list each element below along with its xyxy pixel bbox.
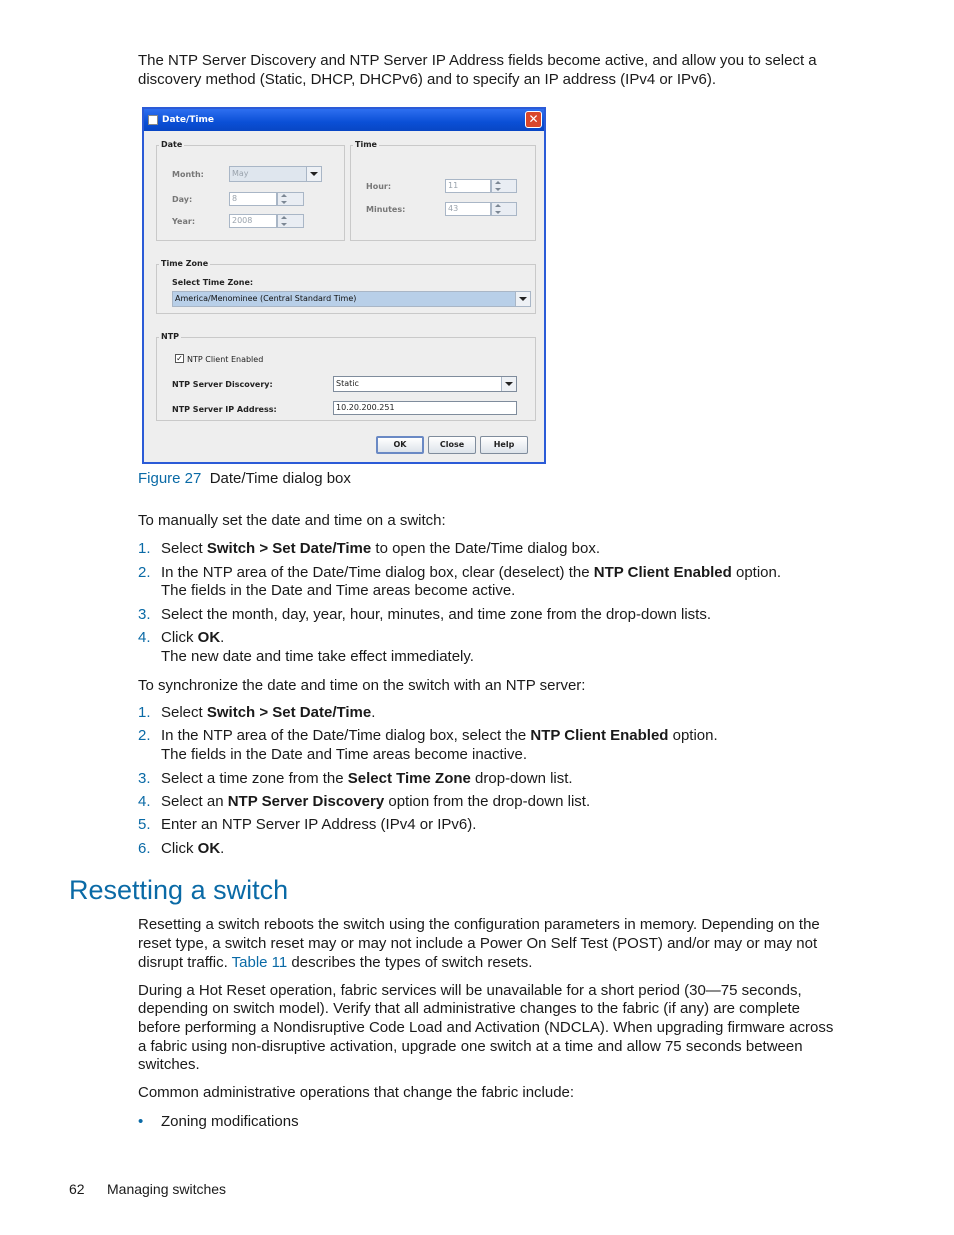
step-text: drop-down list. (470, 770, 573, 787)
step-bold: Switch > Set Date/Time (206, 704, 372, 721)
minutes-field[interactable]: 43 (445, 202, 491, 216)
step-bold: NTP Client Enabled (530, 727, 669, 744)
step-text: . (220, 840, 225, 857)
table-11-link[interactable]: Table 11 (231, 954, 288, 971)
ntp-legend: NTP (161, 332, 180, 341)
step-text: to open the Date/Time dialog box. (371, 540, 600, 557)
step-number: 6. (138, 840, 151, 857)
year-stepper-icon[interactable] (277, 214, 304, 228)
step-bold: OK (197, 840, 221, 857)
step-number: 1. (138, 540, 151, 557)
step-bold: Select Time Zone (347, 770, 471, 787)
chevron-down-icon (515, 292, 530, 306)
month-value: May (232, 169, 249, 178)
bullet-item: Zoning modifications (161, 1113, 299, 1130)
window-icon (148, 115, 158, 125)
year-label: Year: (172, 217, 196, 226)
step-text: Select a time zone from the (161, 770, 348, 787)
time-group (350, 145, 536, 241)
step-number: 2. (138, 564, 151, 581)
close-icon[interactable]: ✕ (525, 111, 542, 128)
figure-caption-text: Date/Time dialog box (209, 470, 351, 487)
step-text: In the NTP area of the Date/Time dialog box, clear (deselect) the (161, 564, 594, 581)
dialog-title: Date/Time (162, 115, 214, 125)
step-text: option from the drop-down list. (384, 793, 591, 810)
ntp-server-discovery-value: Static (336, 379, 359, 388)
step-bold: OK (197, 629, 221, 646)
para2-line-5: switches. (138, 1056, 200, 1073)
intro-line-1: The NTP Server Discovery and NTP Server IP Address fields become active, and allow you to select a (138, 52, 817, 69)
para1-line-2: reset type, a switch reset may or may not include a Power On Self Test (POST) and/or may or may not (138, 935, 818, 952)
step-number: 1. (138, 704, 151, 721)
ntp-server-discovery-label: NTP Server Discovery: (172, 380, 273, 389)
figure-caption (138, 469, 351, 488)
hour-label: Hour: (366, 182, 392, 191)
page-number: 62 (69, 1181, 85, 1197)
minutes-stepper-icon[interactable] (491, 202, 517, 216)
step-text: . (371, 704, 376, 721)
step-text: Click (161, 629, 198, 646)
para-text: disrupt traffic. (138, 954, 232, 971)
year-field[interactable]: 2008 (229, 214, 277, 228)
step-number: 3. (138, 770, 151, 787)
ntp-server-ip-label: NTP Server IP Address: (172, 405, 277, 414)
figure-label: Figure 27 (138, 470, 202, 487)
step-text: Click (161, 840, 198, 857)
step-text: In the NTP area of the Date/Time dialog box, select the (161, 727, 531, 744)
month-label: Month: (172, 170, 204, 179)
step-text: Select (161, 704, 207, 721)
timezone-legend: Time Zone (161, 259, 209, 268)
manual-lead: To manually set the date and time on a switch: (138, 512, 446, 529)
step-number: 2. (138, 727, 151, 744)
para2-line-2: depending on switch model). Verify that all administrative changes to the fabric (if any) are complete (138, 1000, 801, 1017)
intro-line-2: discovery method (Static, DHCP, DHCPv6) and to specify an IP address (IPv4 or IPv6). (138, 71, 717, 88)
para2-line-4: a fabric using non-disruptive activation, upgrade one switch at a time and allow 75 seconds between (138, 1038, 803, 1055)
para1-line-3 (138, 953, 532, 972)
date-legend: Date (161, 140, 183, 149)
ntp-sync-lead: To synchronize the date and time on the switch with an NTP server: (138, 677, 586, 694)
para2-line-3: before performing a Nondisruptive Code Load and Activation (NDCLA). When upgrading firmware across (138, 1019, 834, 1036)
step-number: 5. (138, 816, 151, 833)
step-number: 4. (138, 629, 151, 646)
para3: Common administrative operations that change the fabric include: (138, 1084, 575, 1101)
step-subtext: The new date and time take effect immediately. (161, 648, 474, 665)
chapter-title: Managing switches (107, 1181, 227, 1197)
para1-line-1: Resetting a switch reboots the switch using the configuration parameters in memory. Depending on the (138, 916, 820, 933)
step-number: 3. (138, 606, 151, 623)
step-bold: Switch > Set Date/Time (206, 540, 372, 557)
time-zone-select[interactable] (172, 291, 531, 307)
step-text: Select (161, 540, 207, 557)
ntp-client-enabled-checkbox[interactable]: ✓ (176, 354, 183, 363)
select-time-zone-label: Select Time Zone: (172, 278, 254, 287)
step-text: . (220, 629, 225, 646)
step-text: Select an (161, 793, 228, 810)
time-legend: Time (355, 140, 377, 149)
close-button[interactable]: Close (428, 436, 476, 454)
ntp-server-ip-field[interactable]: 10.20.200.251 (333, 401, 517, 415)
step-text: option. (668, 727, 718, 744)
hour-stepper-icon[interactable] (491, 179, 517, 193)
day-stepper-icon[interactable] (277, 192, 304, 206)
step-bold: NTP Server Discovery (227, 793, 385, 810)
step-subtext: The fields in the Date and Time areas become inactive. (161, 746, 528, 763)
hour-field[interactable]: 11 (445, 179, 491, 193)
time-zone-value: America/Menominee (Central Standard Time) (175, 294, 357, 303)
section-heading: Resetting a switch (69, 875, 289, 905)
step-text: Enter an NTP Server IP Address (IPv4 or IPv6). (161, 816, 477, 833)
month-select[interactable] (229, 166, 322, 182)
para-text: describes the types of switch resets. (287, 954, 533, 971)
ntp-client-enabled-label: NTP Client Enabled (187, 355, 264, 364)
para2-line-1: During a Hot Reset operation, fabric services will be unavailable for a short period (30—75 seconds, (138, 982, 802, 999)
chevron-down-icon (306, 167, 321, 181)
step-bold: NTP Client Enabled (593, 564, 732, 581)
day-label: Day: (172, 195, 193, 204)
dialog-title-bar[interactable] (144, 109, 544, 131)
ntp-server-discovery-select[interactable] (333, 376, 517, 392)
bullet-icon: • (138, 1113, 144, 1130)
ok-button[interactable]: OK (376, 436, 424, 454)
minutes-label: Minutes: (366, 205, 406, 214)
date-time-dialog (142, 107, 546, 464)
day-field[interactable]: 8 (229, 192, 277, 206)
step-text: option. (731, 564, 782, 581)
help-button[interactable]: Help (480, 436, 528, 454)
step-number: 4. (138, 793, 151, 810)
chevron-down-icon (501, 377, 516, 391)
step-text: Select the month, day, year, hour, minutes, and time zone from the drop-down lists. (161, 606, 712, 623)
step-subtext: The fields in the Date and Time areas become active. (161, 582, 516, 599)
